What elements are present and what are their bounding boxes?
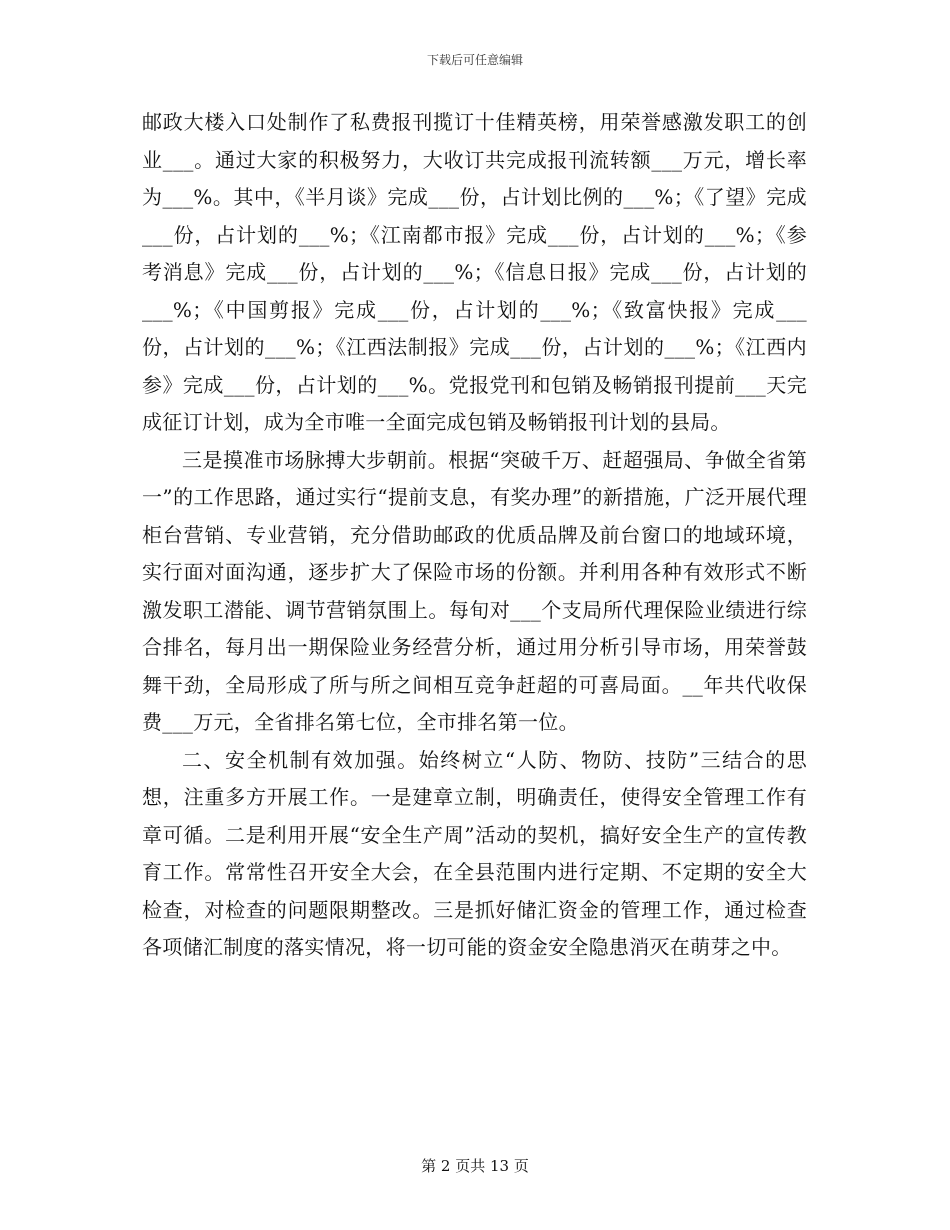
page-header: 下载后可任意编辑 xyxy=(426,53,523,67)
paragraph-newspaper-subscription: 邮政大楼入口处制作了私费报刊揽订十佳精英榜，用荣誉感激发职工的创业___。通过大家的积极努力，大收订共完成报刊流转额___万元，增长率为___%。其中，《半月谈》完成___份，占计划比例的___%；《了望》完成___份，占计划的___%；《江南都市报》完成___份，占计划的___%；《参考消息》完成___份，占计划的___%；《信息日报》完成___份，占计划的___%；《中国剪报》完成___份，占计划的___%；《致富快报》完成___份，占计划的___%；《江西法制报》完成___份，占计划的___%；《江西内参》完成___份，占计划的___%。党报党刊和包销及畅销报刊提前___天完成征订计划，成为全市唯一全面完成包销及畅销报刊计划的县局。 xyxy=(142,110,807,434)
paragraph-safety-mechanism: 二、安全机制有效加强。始终树立“人防、物防、技防”三结合的思想，注重多方开展工作。一是建章立制，明确责任，使得安全管理工作有章可循。二是利用开展“安全生产周”活动的契机，搞好安全生产的宣传教育工作。常常性召开安全大会，在全县范围内进行定期、不定期的安全大检查，对检查的问题限期整改。三是抓好储汇资金的管理工作，通过检查各项储汇制度的落实情况，将一切可能的资金安全隐患消灭在萌芽之中。 xyxy=(142,747,807,959)
page-number-footer: 第 2 页共 13 页 xyxy=(421,1157,529,1175)
paragraph-insurance-market: 三是摸准市场脉搏大步朝前。根据“突破千万、赶超强局、争做全省第一”的工作思路，通过实行“提前支息，有奖办理”的新措施，广泛开展代理柜台营销、专业营销，充分借助邮政的优质品牌及前台窗口的地域环境，实行面对面沟通，逐步扩大了保险市场的份额。并利用各种有效形式不断激发职工潜能、调节营销氛围上。每旬对___个支局所代理保险业绩进行综合排名，每月出一期保险业务经营分析，通过用分析引导市场，用荣誉鼓舞干劲，全局形成了所与所之间相互竞争赶超的可喜局面。__年共代收保费___万元，全省排名第七位，全市排名第一位。 xyxy=(142,447,807,734)
document-body xyxy=(142,104,807,967)
